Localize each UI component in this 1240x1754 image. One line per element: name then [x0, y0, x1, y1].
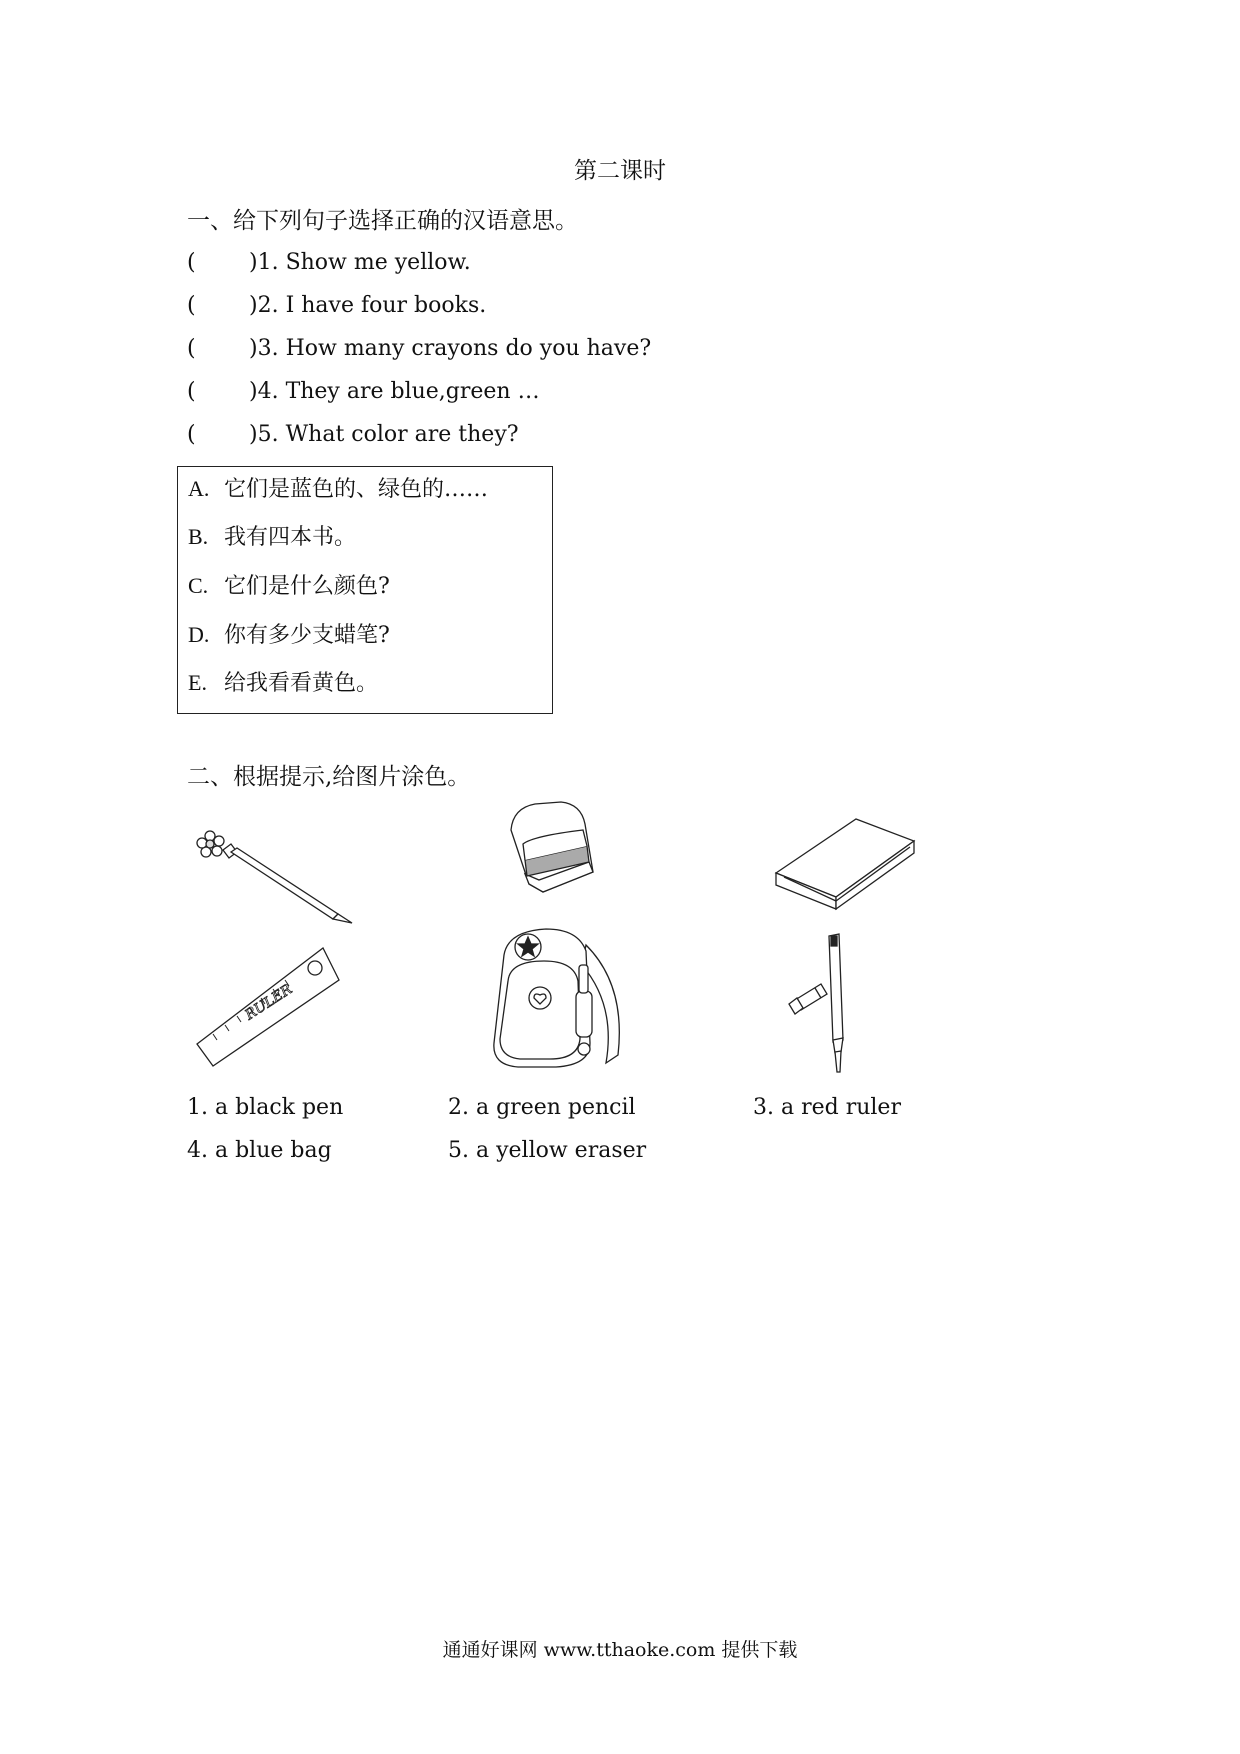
question-3 [187, 336, 651, 361]
answer-blank-2[interactable]: ( [187, 293, 196, 318]
caption-3: 3. a red ruler [753, 1095, 901, 1120]
question-4 [187, 379, 540, 404]
answer-blank-1[interactable]: ( [187, 250, 196, 275]
fountain-pen-icon [785, 930, 885, 1075]
question-1-text: )1. Show me yellow. [249, 250, 471, 275]
page-title: 第二课时 [574, 158, 666, 184]
eraser-icon [503, 800, 603, 900]
book-icon [770, 815, 920, 910]
schoolbag-icon [486, 925, 636, 1075]
question-3-text: )3. How many crayons do you have? [249, 336, 652, 361]
answer-blank-4[interactable]: ( [187, 379, 196, 404]
question-5-text: )5. What color are they? [249, 422, 519, 447]
caption-4: 4. a blue bag [187, 1138, 332, 1163]
question-2 [187, 293, 486, 318]
question-1 [187, 250, 471, 275]
section-1-heading: 一、给下列句子选择正确的汉语意思。 [187, 208, 578, 234]
section-2-heading: 二、根据提示,给图片涂色。 [187, 764, 471, 790]
answer-blank-3[interactable]: ( [187, 336, 196, 361]
ruler-icon [193, 940, 353, 1070]
question-5 [187, 422, 519, 447]
caption-2: 2. a green pencil [448, 1095, 636, 1120]
question-2-text: )2. I have four books. [249, 293, 487, 318]
answer-blank-5[interactable]: ( [187, 422, 196, 447]
option-e: E. 给我看看黄色。 [188, 670, 379, 696]
option-d: D. 你有多少支蜡笔? [188, 622, 390, 648]
caption-1: 1. a black pen [187, 1095, 344, 1120]
option-a: A. 它们是蓝色的、绿色的…… [188, 476, 489, 502]
option-c: C. 它们是什么颜色? [188, 573, 390, 599]
option-b: B. 我有四本书。 [188, 524, 357, 550]
question-4-text: )4. They are blue,green … [249, 379, 540, 404]
caption-5: 5. a yellow eraser [448, 1138, 647, 1163]
pencil-icon [190, 828, 360, 928]
ruler-label: RULER [242, 981, 296, 1024]
options-box [177, 466, 553, 714]
footer-text: 通通好课网 www.tthaoke.com 提供下载 [442, 1639, 798, 1661]
